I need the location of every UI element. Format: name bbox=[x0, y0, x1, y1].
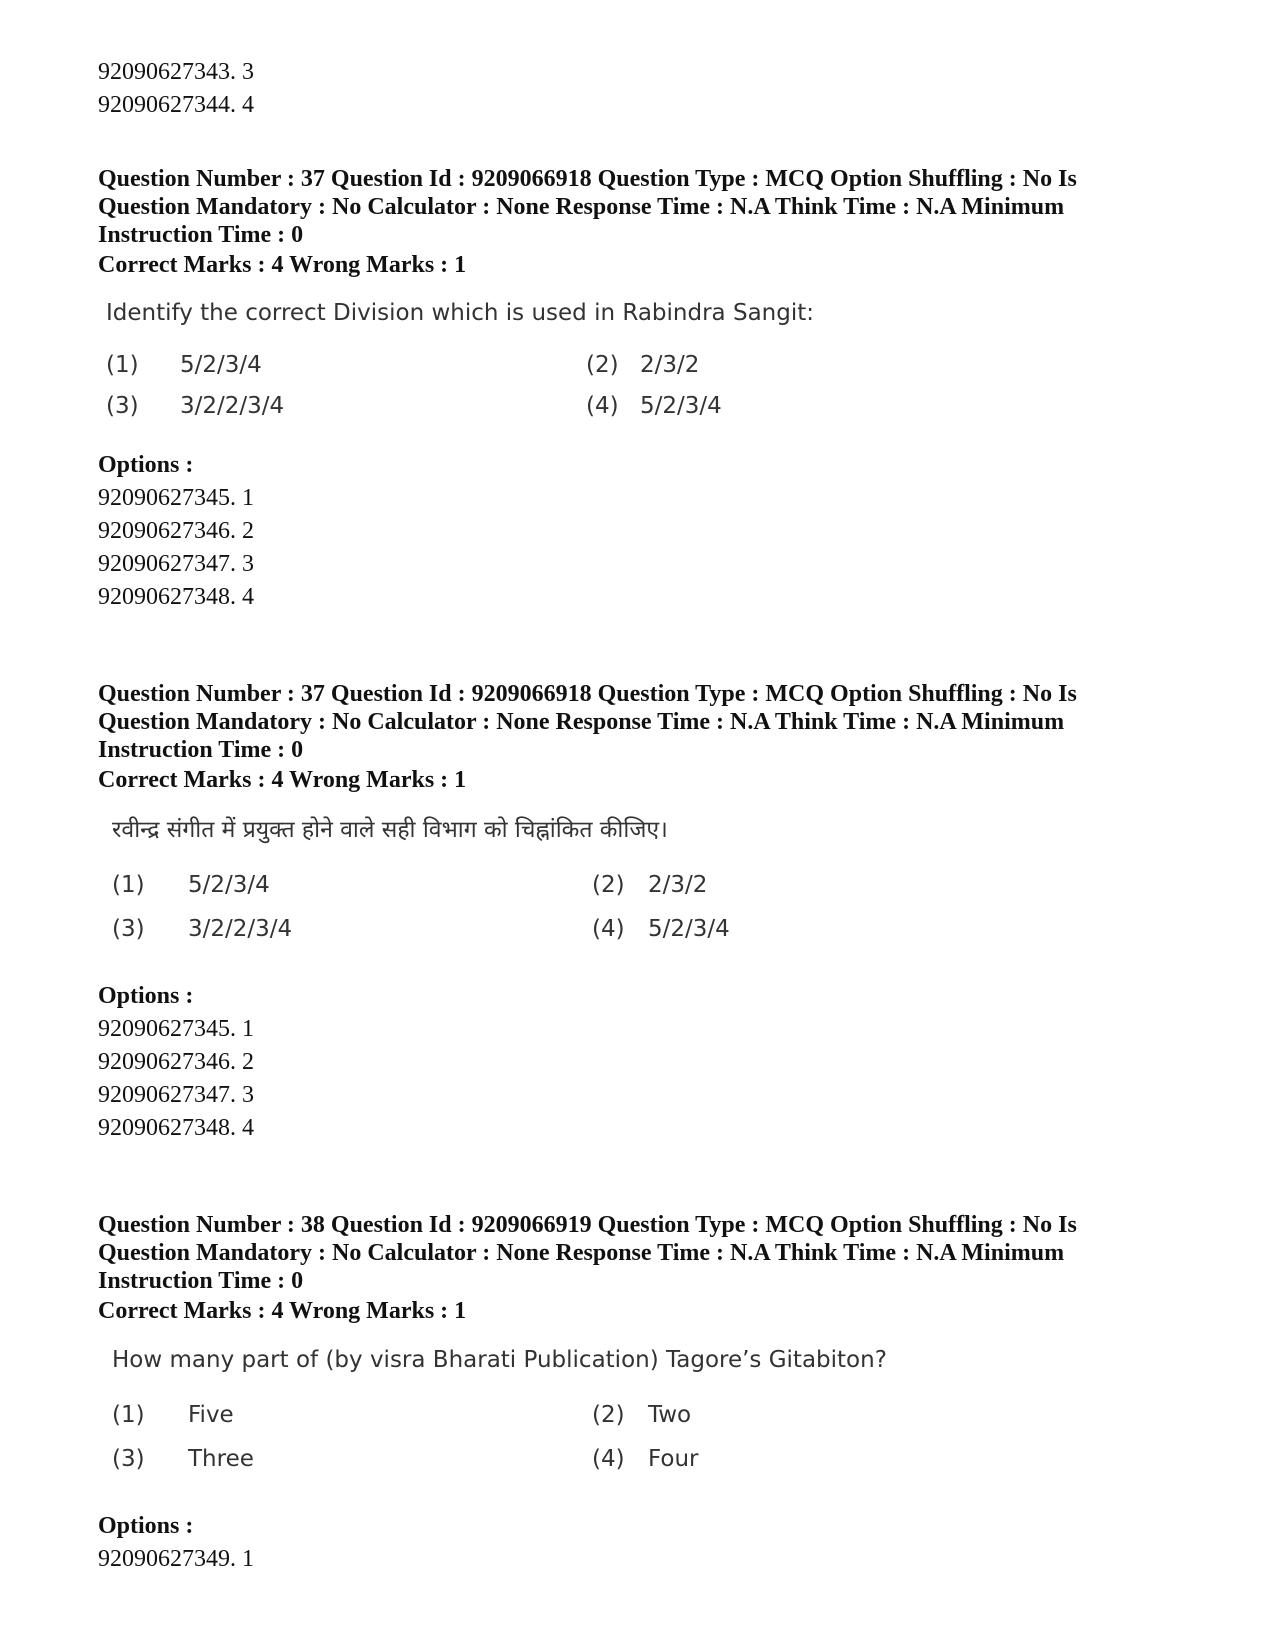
option-line: 92090627346. 2 bbox=[98, 518, 254, 544]
question-text: Identify the correct Division which is used in Rabindra Sangit: bbox=[106, 300, 814, 326]
question-text: रवीन्द्र संगीत में प्रयुक्त होने वाले सही विभाग को चिह्नांकित कीजिए। bbox=[112, 817, 668, 843]
choice-item: (2) 2/3/2 bbox=[586, 352, 700, 378]
choice-item: (1) Five bbox=[112, 1402, 234, 1428]
options-title: Options : bbox=[98, 983, 194, 1009]
choice-item: (4) Four bbox=[592, 1446, 699, 1472]
option-line: 92090627347. 3 bbox=[98, 1082, 254, 1108]
choice-item: (2) 2/3/2 bbox=[592, 872, 708, 898]
question-header-line: Question Number : 38 Question Id : 9209066919 Question Type : MCQ Option Shuffling : No Is bbox=[98, 1212, 1077, 1238]
question-header-line: Instruction Time : 0 bbox=[98, 737, 304, 763]
option-line: 92090627348. 4 bbox=[98, 1115, 254, 1141]
marks-line: Correct Marks : 4 Wrong Marks : 1 bbox=[98, 767, 467, 793]
choice-item: (4) 5/2/3/4 bbox=[586, 393, 722, 419]
choice-item: (4) 5/2/3/4 bbox=[592, 916, 730, 942]
choice-item: (1) 5/2/3/4 bbox=[112, 872, 270, 898]
options-title: Options : bbox=[98, 1513, 194, 1539]
question-header bbox=[98, 1211, 1178, 1295]
question-header-line: Question Mandatory : No Calculator : None Response Time : N.A Think Time : N.A Minimum bbox=[98, 709, 1065, 735]
marks-line: Correct Marks : 4 Wrong Marks : 1 bbox=[98, 252, 467, 278]
option-line: 92090627346. 2 bbox=[98, 1049, 254, 1075]
marks-line: Correct Marks : 4 Wrong Marks : 1 bbox=[98, 1298, 467, 1324]
question-header-line: Question Mandatory : No Calculator : None Response Time : N.A Think Time : N.A Minimum bbox=[98, 194, 1065, 220]
choice-item: (2) Two bbox=[592, 1402, 692, 1428]
question-header-line: Question Number : 37 Question Id : 9209066918 Question Type : MCQ Option Shuffling : No Is bbox=[98, 681, 1077, 707]
question-header-line: Instruction Time : 0 bbox=[98, 222, 304, 248]
options-title: Options : bbox=[98, 452, 194, 478]
question-header-line: Question Number : 37 Question Id : 9209066918 Question Type : MCQ Option Shuffling : No Is bbox=[98, 166, 1077, 192]
option-line: 92090627343. 3 bbox=[98, 59, 254, 85]
option-line: 92090627345. 1 bbox=[98, 485, 254, 511]
question-header bbox=[98, 165, 1178, 249]
option-line: 92090627347. 3 bbox=[98, 551, 254, 577]
choice-item: (3) Three bbox=[112, 1446, 254, 1472]
choice-item: (1) 5/2/3/4 bbox=[106, 352, 262, 378]
question-header-line: Question Mandatory : No Calculator : None Response Time : N.A Think Time : N.A Minimum bbox=[98, 1240, 1065, 1266]
option-line: 92090627349. 1 bbox=[98, 1546, 254, 1572]
option-line: 92090627344. 4 bbox=[98, 92, 254, 118]
option-line: 92090627348. 4 bbox=[98, 584, 254, 610]
choice-item: (3) 3/2/2/3/4 bbox=[106, 393, 285, 419]
question-text: How many part of (by visra Bharati Publication) Tagore’s Gitabiton? bbox=[112, 1347, 887, 1373]
question-header-line: Instruction Time : 0 bbox=[98, 1268, 304, 1294]
option-line: 92090627345. 1 bbox=[98, 1016, 254, 1042]
question-header bbox=[98, 680, 1178, 764]
choice-item: (3) 3/2/2/3/4 bbox=[112, 916, 293, 942]
